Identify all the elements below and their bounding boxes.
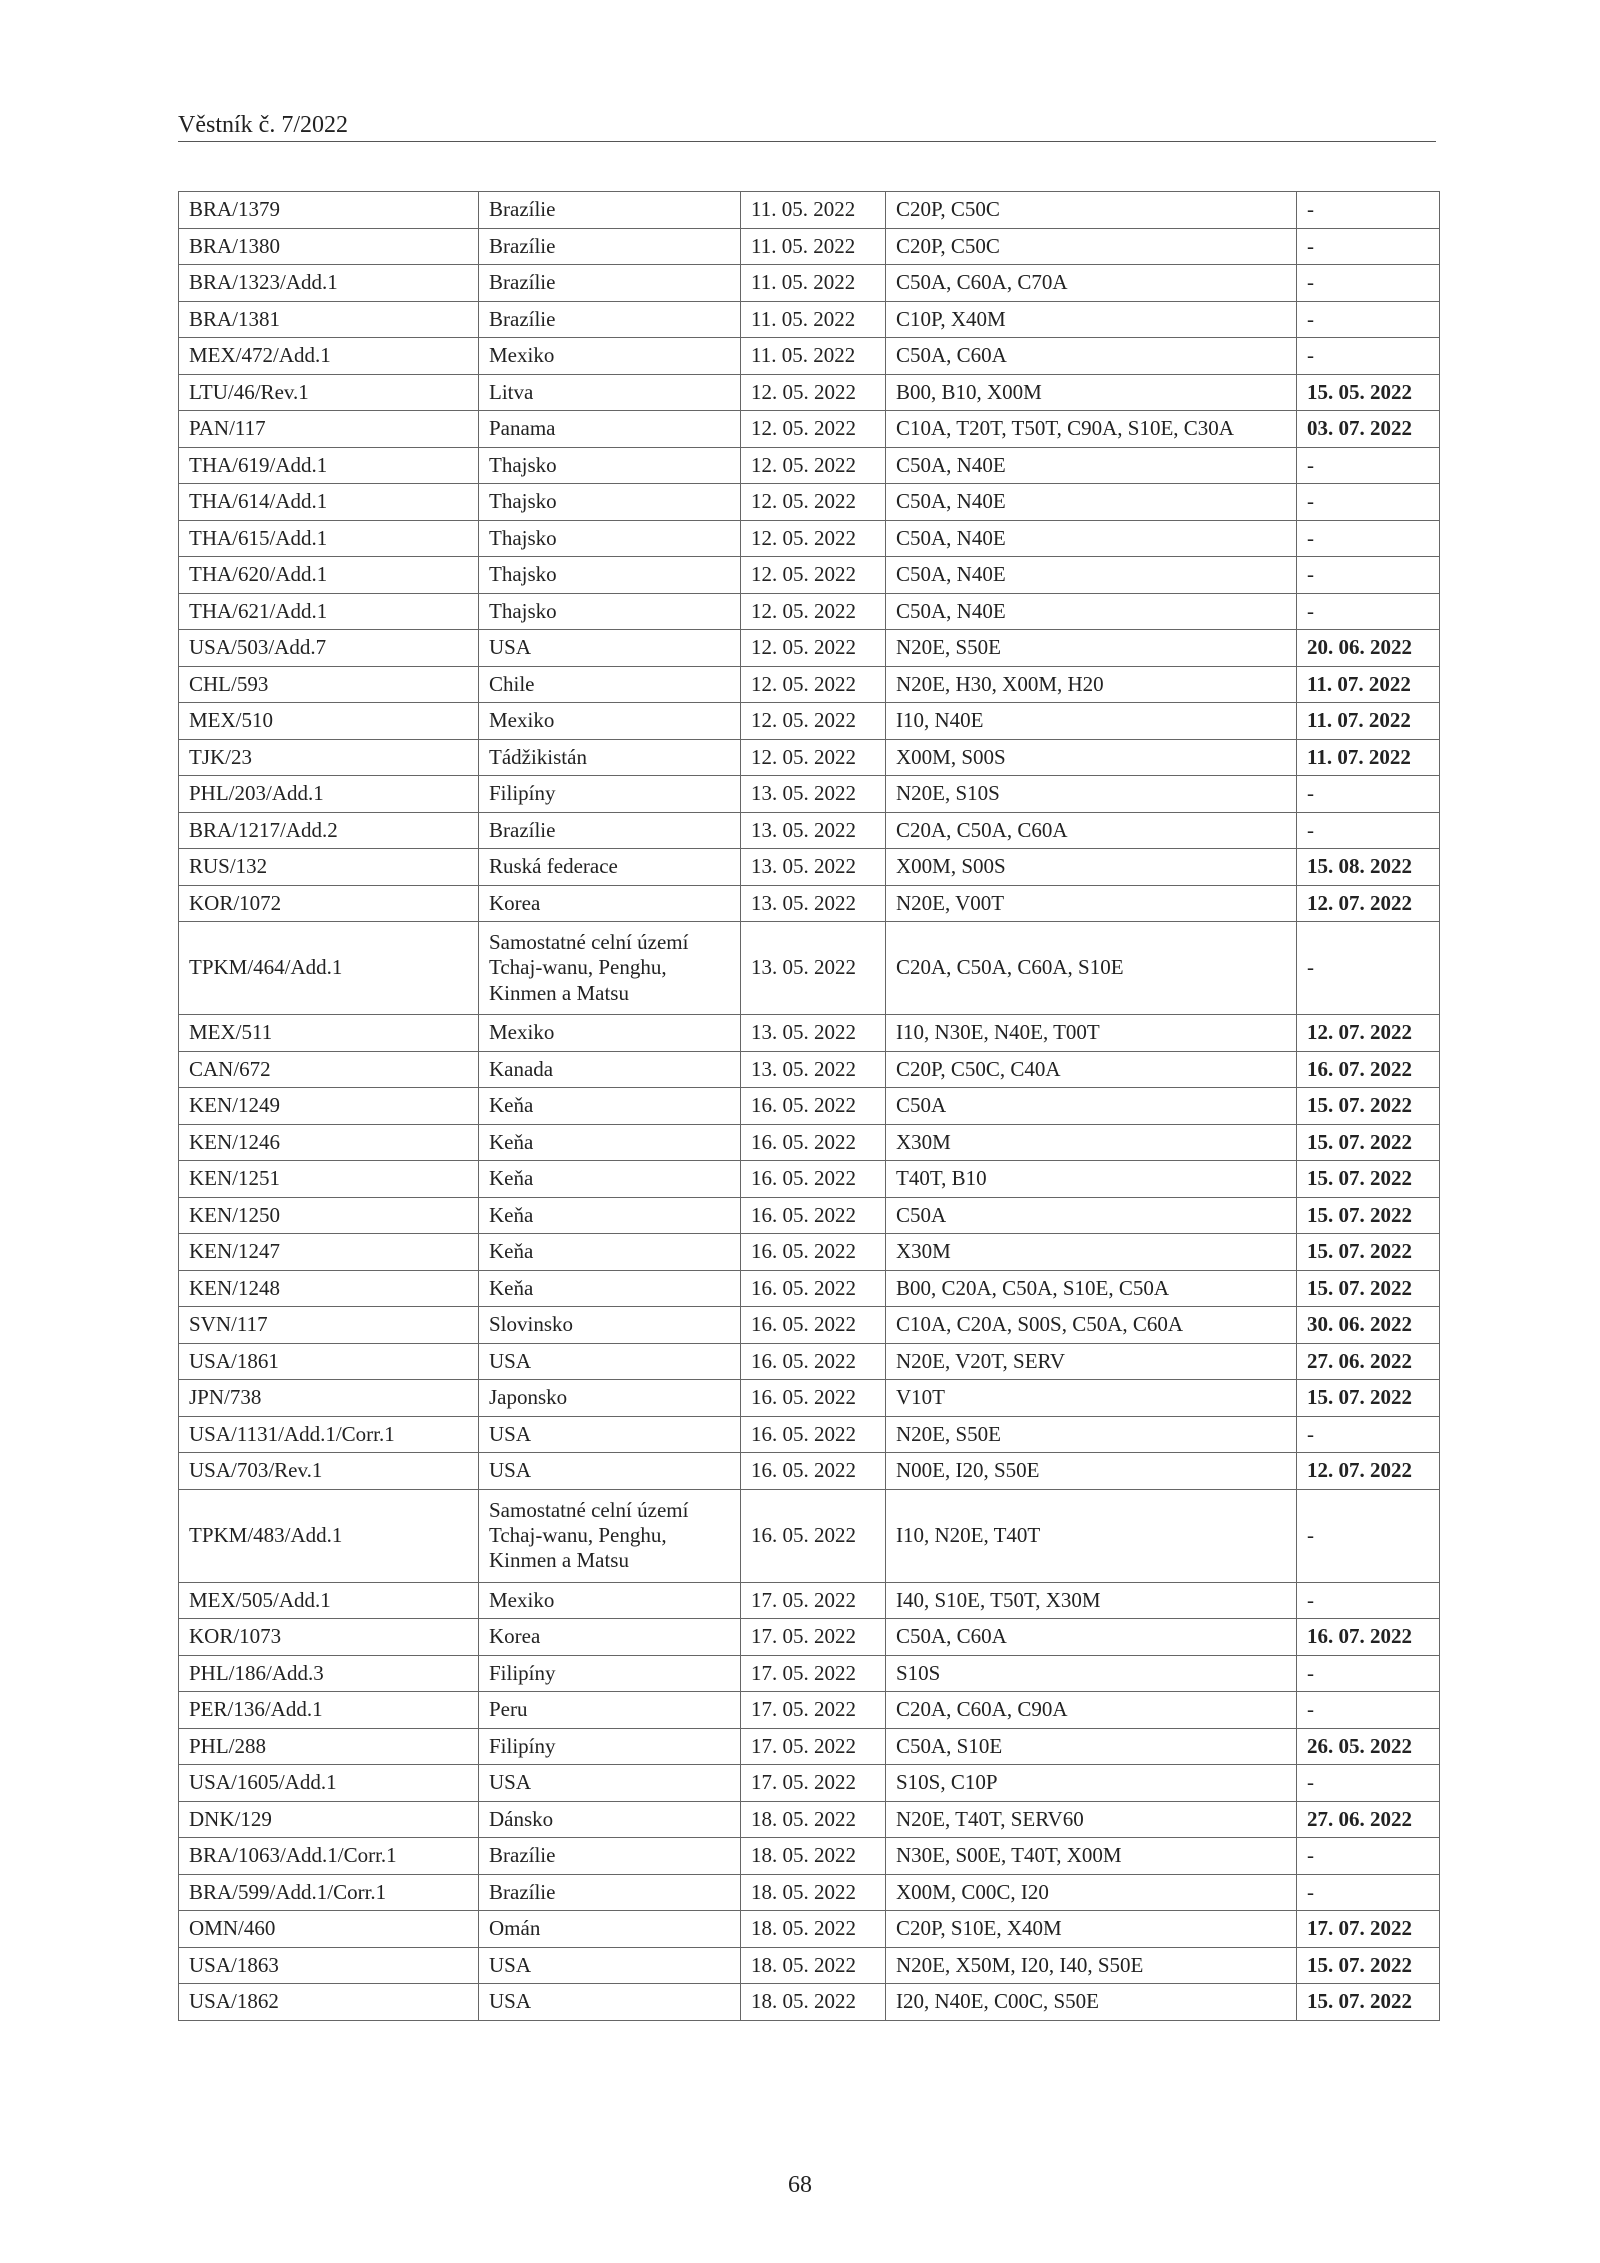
cell-code: KEN/1246 [179,1124,479,1161]
cell-date: 18. 05. 2022 [741,1838,886,1875]
table-row [179,812,1440,849]
cell-deadline: 03. 07. 2022 [1297,411,1440,448]
cell-deadline: - [1297,265,1440,302]
cell-country: Filipíny [479,776,741,813]
cell-date: 13. 05. 2022 [741,812,886,849]
cell-date: 13. 05. 2022 [741,885,886,922]
cell-code: PHL/203/Add.1 [179,776,479,813]
cell-date: 17. 05. 2022 [741,1728,886,1765]
cell-categories: C20P, C50C, C40A [886,1051,1297,1088]
cell-date: 12. 05. 2022 [741,666,886,703]
cell-code: THA/619/Add.1 [179,447,479,484]
cell-country: Omán [479,1911,741,1948]
cell-deadline: - [1297,192,1440,229]
cell-code: MEX/511 [179,1015,479,1052]
cell-deadline: 15. 07. 2022 [1297,1161,1440,1198]
cell-deadline: - [1297,1655,1440,1692]
cell-categories: B00, B10, X00M [886,374,1297,411]
table-row [179,1161,1440,1198]
cell-categories: I20, N40E, C00C, S50E [886,1984,1297,2021]
cell-deadline: - [1297,447,1440,484]
cell-code: THA/614/Add.1 [179,484,479,521]
cell-country: Brazílie [479,192,741,229]
cell-date: 16. 05. 2022 [741,1234,886,1271]
cell-categories: I10, N20E, T40T [886,1489,1297,1582]
table-row [179,703,1440,740]
cell-categories: S10S, C10P [886,1765,1297,1802]
cell-categories: N20E, T40T, SERV60 [886,1801,1297,1838]
cell-code: BRA/1381 [179,301,479,338]
cell-code: KEN/1249 [179,1088,479,1125]
cell-code: THA/620/Add.1 [179,557,479,594]
cell-country: USA [479,630,741,667]
cell-deadline: 27. 06. 2022 [1297,1343,1440,1380]
cell-country: Thajsko [479,484,741,521]
cell-deadline: 15. 07. 2022 [1297,1947,1440,1984]
cell-categories: C20A, C50A, C60A [886,812,1297,849]
cell-country: Peru [479,1692,741,1729]
cell-code: KEN/1247 [179,1234,479,1271]
cell-country: Ruská federace [479,849,741,886]
cell-date: 16. 05. 2022 [741,1489,886,1582]
cell-date: 16. 05. 2022 [741,1161,886,1198]
cell-deadline: 16. 07. 2022 [1297,1051,1440,1088]
table-row [179,666,1440,703]
cell-code: JPN/738 [179,1380,479,1417]
cell-deadline: - [1297,1765,1440,1802]
cell-date: 17. 05. 2022 [741,1655,886,1692]
cell-date: 12. 05. 2022 [741,411,886,448]
cell-deadline: 15. 07. 2022 [1297,1984,1440,2021]
cell-categories: C20P, S10E, X40M [886,1911,1297,1948]
cell-deadline: 15. 07. 2022 [1297,1088,1440,1125]
cell-deadline: 15. 08. 2022 [1297,849,1440,886]
cell-code: USA/1605/Add.1 [179,1765,479,1802]
table-row [179,411,1440,448]
cell-date: 16. 05. 2022 [741,1197,886,1234]
cell-country: Thajsko [479,520,741,557]
cell-categories: N00E, I20, S50E [886,1453,1297,1490]
table-row [179,1655,1440,1692]
cell-country: Thajsko [479,557,741,594]
cell-country: Korea [479,885,741,922]
table-row [179,776,1440,813]
table-row [179,1380,1440,1417]
cell-code: KOR/1073 [179,1619,479,1656]
cell-country: Japonsko [479,1380,741,1417]
cell-code: MEX/472/Add.1 [179,338,479,375]
cell-date: 16. 05. 2022 [741,1124,886,1161]
cell-date: 11. 05. 2022 [741,338,886,375]
cell-country: USA [479,1765,741,1802]
cell-deadline: - [1297,338,1440,375]
cell-categories: I40, S10E, T50T, X30M [886,1582,1297,1619]
cell-country: Litva [479,374,741,411]
cell-deadline: 12. 07. 2022 [1297,1015,1440,1052]
cell-deadline: 15. 07. 2022 [1297,1124,1440,1161]
table-row [179,1453,1440,1490]
cell-date: 16. 05. 2022 [741,1270,886,1307]
cell-deadline: 20. 06. 2022 [1297,630,1440,667]
cell-country: Mexiko [479,1015,741,1052]
cell-deadline: 30. 06. 2022 [1297,1307,1440,1344]
cell-date: 17. 05. 2022 [741,1692,886,1729]
table-row [179,1582,1440,1619]
table-row [179,1765,1440,1802]
cell-code: THA/615/Add.1 [179,520,479,557]
cell-code: BRA/1379 [179,192,479,229]
cell-deadline: 11. 07. 2022 [1297,703,1440,740]
cell-categories: C20A, C50A, C60A, S10E [886,922,1297,1015]
cell-date: 16. 05. 2022 [741,1307,886,1344]
cell-categories: I10, N30E, N40E, T00T [886,1015,1297,1052]
cell-deadline: 27. 06. 2022 [1297,1801,1440,1838]
cell-deadline: 11. 07. 2022 [1297,666,1440,703]
cell-code: CHL/593 [179,666,479,703]
cell-code: BRA/1063/Add.1/Corr.1 [179,1838,479,1875]
table-row [179,1692,1440,1729]
cell-categories: X00M, C00C, I20 [886,1874,1297,1911]
table-row [179,557,1440,594]
table-row [179,228,1440,265]
notification-table-body [179,192,1440,2021]
cell-code: PER/136/Add.1 [179,1692,479,1729]
cell-country: Kanada [479,1051,741,1088]
cell-date: 12. 05. 2022 [741,447,886,484]
cell-date: 18. 05. 2022 [741,1947,886,1984]
cell-date: 12. 05. 2022 [741,703,886,740]
cell-country: Samostatné celní území Tchaj-wanu, Penghu, Kinmen a Matsu [479,922,741,1015]
cell-country: Filipíny [479,1728,741,1765]
cell-country: Keňa [479,1088,741,1125]
cell-categories: C50A [886,1197,1297,1234]
cell-code: PHL/186/Add.3 [179,1655,479,1692]
cell-date: 13. 05. 2022 [741,849,886,886]
cell-date: 12. 05. 2022 [741,484,886,521]
cell-country: USA [479,1416,741,1453]
cell-categories: C20A, C60A, C90A [886,1692,1297,1729]
cell-categories: X00M, S00S [886,739,1297,776]
cell-country: Chile [479,666,741,703]
cell-date: 17. 05. 2022 [741,1765,886,1802]
page-header: Věstník č. 7/2022 [178,112,1436,142]
cell-country: Brazílie [479,301,741,338]
cell-country: Brazílie [479,1874,741,1911]
cell-code: BRA/1323/Add.1 [179,265,479,302]
cell-categories: C10A, T20T, T50T, C90A, S10E, C30A [886,411,1297,448]
cell-categories: C50A, C60A [886,338,1297,375]
table-row [179,630,1440,667]
table-row [179,1619,1440,1656]
cell-date: 13. 05. 2022 [741,1051,886,1088]
cell-date: 16. 05. 2022 [741,1416,886,1453]
cell-categories: C10P, X40M [886,301,1297,338]
cell-code: TJK/23 [179,739,479,776]
cell-date: 11. 05. 2022 [741,228,886,265]
cell-deadline: - [1297,301,1440,338]
cell-country: Thajsko [479,447,741,484]
cell-date: 12. 05. 2022 [741,520,886,557]
table-row [179,520,1440,557]
cell-categories: N20E, H30, X00M, H20 [886,666,1297,703]
table-row [179,849,1440,886]
cell-code: MEX/510 [179,703,479,740]
cell-code: USA/1862 [179,1984,479,2021]
cell-country: Keňa [479,1234,741,1271]
cell-deadline: 16. 07. 2022 [1297,1619,1440,1656]
cell-code: KEN/1248 [179,1270,479,1307]
cell-categories: N20E, S10S [886,776,1297,813]
cell-deadline: 15. 07. 2022 [1297,1270,1440,1307]
cell-deadline: - [1297,776,1440,813]
cell-date: 12. 05. 2022 [741,739,886,776]
table-row [179,1343,1440,1380]
cell-deadline: - [1297,557,1440,594]
cell-country: Panama [479,411,741,448]
cell-code: OMN/460 [179,1911,479,1948]
cell-code: USA/1131/Add.1/Corr.1 [179,1416,479,1453]
cell-deadline: 17. 07. 2022 [1297,1911,1440,1948]
cell-code: THA/621/Add.1 [179,593,479,630]
table-row [179,1124,1440,1161]
cell-country: Filipíny [479,1655,741,1692]
cell-country: Mexiko [479,703,741,740]
cell-categories: C10A, C20A, S00S, C50A, C60A [886,1307,1297,1344]
cell-deadline: - [1297,1874,1440,1911]
cell-categories: N30E, S00E, T40T, X00M [886,1838,1297,1875]
cell-date: 18. 05. 2022 [741,1984,886,2021]
cell-deadline: 26. 05. 2022 [1297,1728,1440,1765]
cell-country: Mexiko [479,1582,741,1619]
cell-deadline: 12. 07. 2022 [1297,885,1440,922]
table-row [179,1416,1440,1453]
cell-date: 13. 05. 2022 [741,776,886,813]
cell-code: BRA/1217/Add.2 [179,812,479,849]
cell-categories: T40T, B10 [886,1161,1297,1198]
cell-categories: C50A, N40E [886,593,1297,630]
cell-country: USA [479,1453,741,1490]
cell-deadline: - [1297,520,1440,557]
cell-code: BRA/1380 [179,228,479,265]
notification-table [178,191,1440,2021]
cell-date: 12. 05. 2022 [741,630,886,667]
cell-categories: C50A [886,1088,1297,1125]
cell-deadline: 15. 05. 2022 [1297,374,1440,411]
cell-date: 16. 05. 2022 [741,1343,886,1380]
cell-date: 11. 05. 2022 [741,265,886,302]
cell-categories: C50A, S10E [886,1728,1297,1765]
cell-deadline: - [1297,484,1440,521]
cell-date: 16. 05. 2022 [741,1380,886,1417]
cell-date: 16. 05. 2022 [741,1453,886,1490]
table-row [179,1911,1440,1948]
cell-country: Tádžikistán [479,739,741,776]
cell-categories: I10, N40E [886,703,1297,740]
cell-deadline: - [1297,1692,1440,1729]
cell-deadline: - [1297,1489,1440,1582]
table-row [179,593,1440,630]
table-row [179,484,1440,521]
table-row [179,1270,1440,1307]
cell-categories: C50A, N40E [886,520,1297,557]
cell-categories: C50A, N40E [886,447,1297,484]
cell-code: DNK/129 [179,1801,479,1838]
cell-country: USA [479,1984,741,2021]
table-row [179,1489,1440,1582]
table-row [179,374,1440,411]
table-row [179,1088,1440,1125]
cell-code: CAN/672 [179,1051,479,1088]
cell-code: KEN/1251 [179,1161,479,1198]
cell-date: 13. 05. 2022 [741,1015,886,1052]
cell-categories: X00M, S00S [886,849,1297,886]
cell-code: USA/503/Add.7 [179,630,479,667]
cell-country: Brazílie [479,228,741,265]
cell-code: USA/1863 [179,1947,479,1984]
cell-code: USA/1861 [179,1343,479,1380]
cell-country: USA [479,1343,741,1380]
cell-date: 12. 05. 2022 [741,557,886,594]
cell-categories: N20E, S50E [886,630,1297,667]
cell-country: Keňa [479,1197,741,1234]
cell-date: 11. 05. 2022 [741,301,886,338]
cell-deadline: - [1297,1838,1440,1875]
cell-code: LTU/46/Rev.1 [179,374,479,411]
cell-code: PAN/117 [179,411,479,448]
cell-categories: C20P, C50C [886,192,1297,229]
cell-categories: S10S [886,1655,1297,1692]
cell-deadline: - [1297,228,1440,265]
cell-deadline: - [1297,1416,1440,1453]
cell-date: 12. 05. 2022 [741,374,886,411]
cell-country: Brazílie [479,265,741,302]
table-row [179,922,1440,1015]
table-row [179,1197,1440,1234]
cell-country: Keňa [479,1124,741,1161]
cell-categories: C50A, N40E [886,484,1297,521]
cell-code: TPKM/483/Add.1 [179,1489,479,1582]
cell-code: USA/703/Rev.1 [179,1453,479,1490]
table-row [179,1984,1440,2021]
page-number: 68 [788,2172,812,2198]
cell-deadline: 11. 07. 2022 [1297,739,1440,776]
table-row [179,1874,1440,1911]
table-row [179,1234,1440,1271]
cell-date: 13. 05. 2022 [741,922,886,1015]
cell-categories: X30M [886,1234,1297,1271]
table-row [179,1838,1440,1875]
table-row [179,1015,1440,1052]
cell-deadline: - [1297,812,1440,849]
table-row [179,885,1440,922]
table-row [179,1947,1440,1984]
cell-categories: N20E, V00T [886,885,1297,922]
cell-country: Korea [479,1619,741,1656]
cell-code: KOR/1072 [179,885,479,922]
cell-country: Mexiko [479,338,741,375]
table-row [179,1051,1440,1088]
cell-country: Slovinsko [479,1307,741,1344]
cell-date: 18. 05. 2022 [741,1801,886,1838]
cell-date: 11. 05. 2022 [741,192,886,229]
table-row [179,1307,1440,1344]
cell-categories: N20E, V20T, SERV [886,1343,1297,1380]
cell-categories: C50A, N40E [886,557,1297,594]
cell-country: Keňa [479,1270,741,1307]
cell-deadline: 15. 07. 2022 [1297,1234,1440,1271]
table-row [179,338,1440,375]
cell-country: USA [479,1947,741,1984]
table-row [179,301,1440,338]
cell-code: KEN/1250 [179,1197,479,1234]
cell-date: 17. 05. 2022 [741,1619,886,1656]
cell-country: Thajsko [479,593,741,630]
cell-deadline: 15. 07. 2022 [1297,1380,1440,1417]
cell-country: Samostatné celní území Tchaj-wanu, Penghu, Kinmen a Matsu [479,1489,741,1582]
table-row [179,1728,1440,1765]
table-row [179,739,1440,776]
cell-deadline: 15. 07. 2022 [1297,1197,1440,1234]
cell-country: Dánsko [479,1801,741,1838]
cell-country: Brazílie [479,1838,741,1875]
cell-deadline: - [1297,922,1440,1015]
cell-categories: C20P, C50C [886,228,1297,265]
cell-categories: N20E, S50E [886,1416,1297,1453]
cell-country: Keňa [479,1161,741,1198]
table-row [179,265,1440,302]
cell-categories: C50A, C60A, C70A [886,265,1297,302]
cell-code: TPKM/464/Add.1 [179,922,479,1015]
cell-deadline: - [1297,1582,1440,1619]
cell-categories: N20E, X50M, I20, I40, S50E [886,1947,1297,1984]
cell-categories: V10T [886,1380,1297,1417]
cell-code: RUS/132 [179,849,479,886]
cell-date: 12. 05. 2022 [741,593,886,630]
cell-date: 17. 05. 2022 [741,1582,886,1619]
cell-deadline: 12. 07. 2022 [1297,1453,1440,1490]
table-row [179,1801,1440,1838]
cell-categories: X30M [886,1124,1297,1161]
cell-code: PHL/288 [179,1728,479,1765]
cell-deadline: - [1297,593,1440,630]
cell-categories: B00, C20A, C50A, S10E, C50A [886,1270,1297,1307]
table-row [179,447,1440,484]
cell-country: Brazílie [479,812,741,849]
cell-date: 18. 05. 2022 [741,1911,886,1948]
cell-code: MEX/505/Add.1 [179,1582,479,1619]
cell-categories: C50A, C60A [886,1619,1297,1656]
cell-code: BRA/599/Add.1/Corr.1 [179,1874,479,1911]
cell-date: 16. 05. 2022 [741,1088,886,1125]
table-row [179,192,1440,229]
cell-code: SVN/117 [179,1307,479,1344]
cell-date: 18. 05. 2022 [741,1874,886,1911]
